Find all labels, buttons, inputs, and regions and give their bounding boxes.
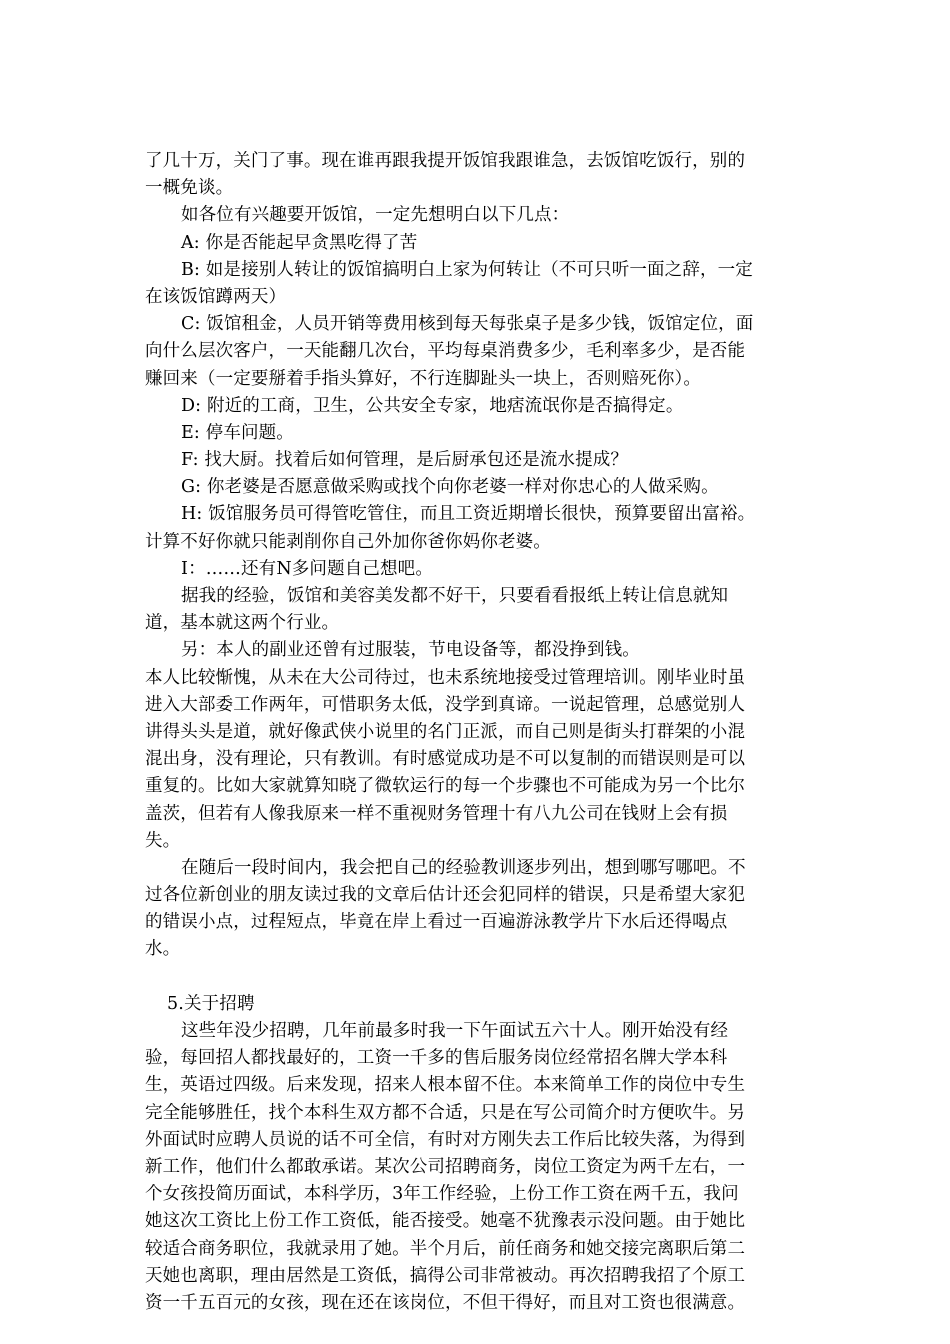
text-line: 个女孩投简历面试，本科学历，3年工作经验，上份工作工资在两千五，我问 <box>145 1184 739 1205</box>
document-body <box>145 148 810 1317</box>
text-line: 新工作，他们什么都敢承诺。某次公司招聘商务，岗位工资定为两千左右，一 <box>145 1156 746 1177</box>
text-line: 这些年没少招聘，几年前最多时我一下午面试五六十人。刚开始没有经 <box>181 1021 729 1041</box>
text-line: 过各位新创业的朋友读过我的文章后估计还会犯同样的错误，只是希望大家犯 <box>145 885 746 906</box>
text-line: 本人比较惭愧，从未在大公司待过，也未系统地接受过管理培训。刚毕业时虽 <box>145 667 746 688</box>
text-line: 一概免谈。 <box>145 178 234 199</box>
text-line: 另：本人的副业还曾有过服装，节电设备等，都没挣到钱。 <box>181 640 640 661</box>
text-line: 重复的。比如大家就算知晓了微软运行的每一个步骤也不可能成为另一个比尔 <box>145 776 746 797</box>
text-line: G: 你老婆是否愿意做采购或找个向你老婆一样对你忠心的人做采购。 <box>181 477 719 498</box>
section-heading: 5.关于招聘 <box>167 993 255 1014</box>
text-line: F: 找大厨。找着后如何管理，是后厨承包还是流水提成？ <box>181 450 629 471</box>
text-line: 如各位有兴趣要开饭馆，一定先想明白以下几点： <box>181 205 570 226</box>
text-line: C: 饭馆租金，人员开销等费用核到每天每张桌子是多少钱，饭馆定位，面 <box>181 314 754 335</box>
text-line: 向什么层次客户，一天能翻几次台，平均每桌消费多少，毛利率多少，是否能 <box>145 341 746 362</box>
text-line: 较适合商务职位，我就录用了她。半个月后，前任商务和她交接完离职后第二 <box>145 1238 746 1259</box>
text-line: 失。 <box>145 830 181 851</box>
text-line: 验，每回招人都找最好的，工资一千多的售后服务岗位经常招名牌大学本科 <box>145 1048 728 1069</box>
text-line: B: 如是接别人转让的饭馆搞明白上家为何转让（不可只听一面之辞，一定 <box>181 259 753 280</box>
text-line: H: 饭馆服务员可得管吃管住，而且工资近期增长很快，预算要留出富裕。 <box>181 504 756 525</box>
text-line: 道，基本就这两个行业。 <box>145 613 340 634</box>
text-line: 混出身，没有理论，只有教训。有时感觉成功是不可以复制的而错误则是可以 <box>145 749 746 770</box>
text-line: E: 停车问题。 <box>181 422 294 443</box>
text-line: 进入大部委工作两年，可惜职务太低，没学到真谛。一说起管理，总感觉别人 <box>145 694 746 715</box>
text-line: 盖茨，但若有人像我原来一样不重视财务管理十有八九公司在钱财上会有损 <box>145 803 728 824</box>
text-line: 生，英语过四级。后来发现，招来人根本留不住。本来简单工作的岗位中专生 <box>145 1075 746 1096</box>
text-line: 完全能够胜任，找个本科生双方都不合适，只是在写公司简介时方便吹牛。另 <box>145 1102 746 1123</box>
text-line: A: 你是否能起早贪黑吃得了苦 <box>181 232 418 253</box>
text-line: 在随后一段时间内，我会把自己的经验教训逐步列出，想到哪写哪吧。不 <box>181 857 746 878</box>
text-line: 的错误小点，过程短点，毕竟在岸上看过一百遍游泳教学片下水后还得喝点 <box>145 912 728 933</box>
text-line: 讲得头头是道，就好像武侠小说里的名门正派，而自己则是街头打群架的小混 <box>145 721 746 742</box>
text-line: 她这次工资比上份工作工资低，能否接受。她毫不犹豫表示没问题。由于她比 <box>145 1211 746 1232</box>
text-line: I：……还有N多问题自己想吧。 <box>181 558 433 579</box>
text-line: 据我的经验，饭馆和美容美发都不好干，只要看看报纸上转让信息就知 <box>181 586 729 606</box>
text-line: 外面试时应聘人员说的话不可全信，有时对方刚失去工作后比较失落，为得到 <box>145 1129 746 1150</box>
text-line: 计算不好你就只能剥削你自己外加你爸你妈你老婆。 <box>145 531 551 552</box>
text-line: 了几十万，关门了事。现在谁再跟我提开饭馆我跟谁急，去饭馆吃饭行，别的 <box>145 151 746 171</box>
text-line: 在该饭馆蹲两天） <box>145 286 287 307</box>
blank-line <box>145 964 810 991</box>
text-line: 资一千五百元的女孩，现在还在该岗位，不但干得好，而且对工资也很满意。 <box>145 1292 746 1313</box>
text-line: 天她也离职，理由居然是工资低，搞得公司非常被动。再次招聘我招了个原工 <box>145 1265 746 1286</box>
text-line: 赚回来（一定要掰着手指头算好，不行连脚趾头一块上，否则赔死你）。 <box>145 368 702 389</box>
text-line: D: 附近的工商，卫生，公共安全专家，地痞流氓你是否搞得定。 <box>181 395 684 416</box>
text-line: 水。 <box>145 939 181 960</box>
